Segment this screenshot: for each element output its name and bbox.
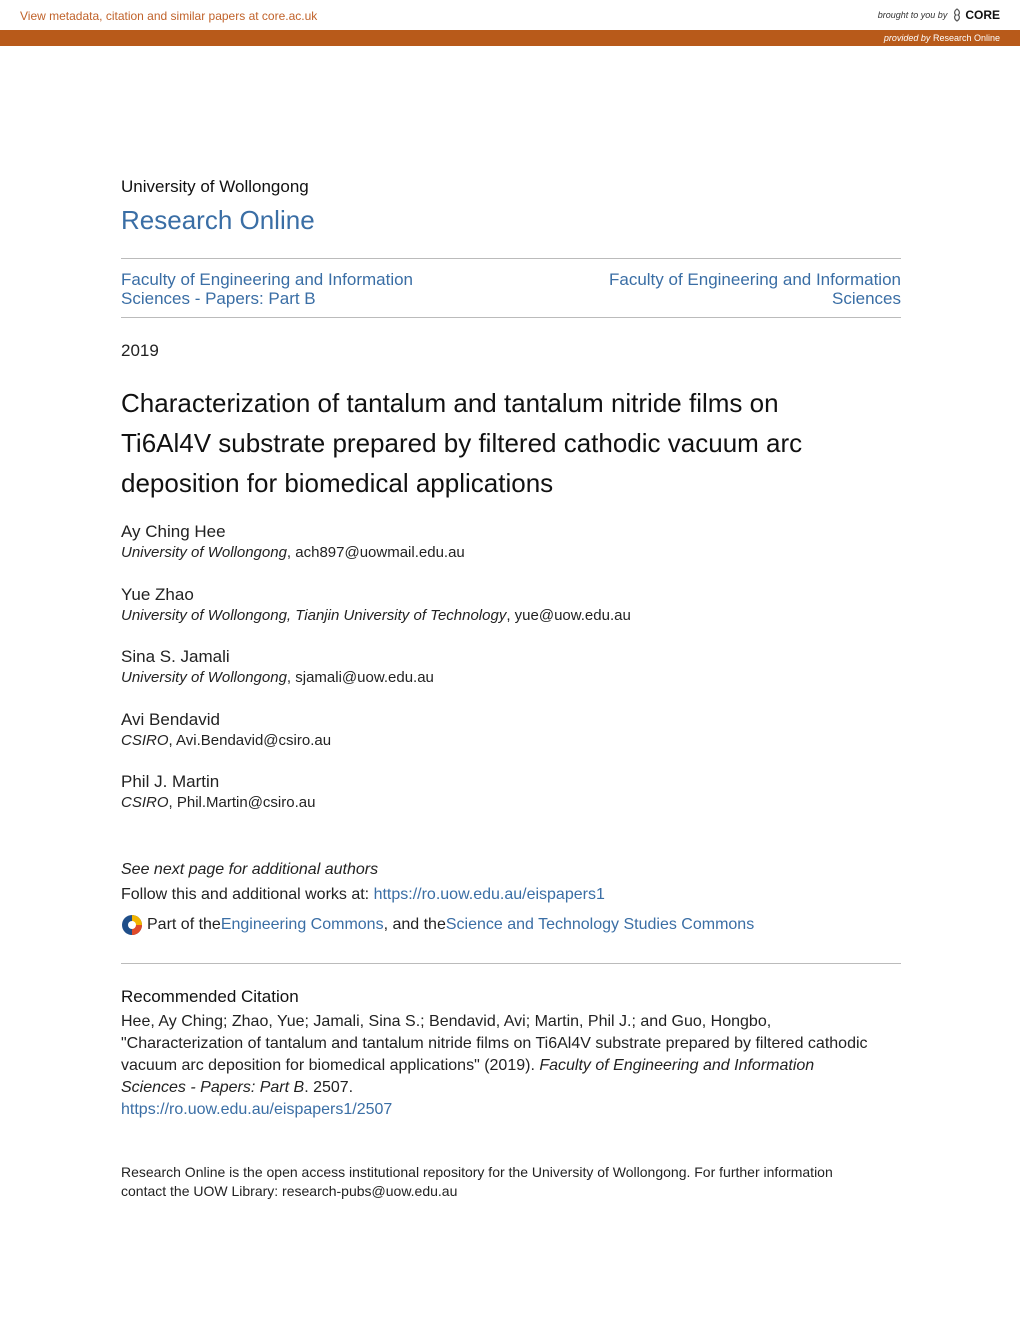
series-right-line2: Sciences: [832, 289, 901, 308]
metadata-text: View metadata, citation and similar papers at: [20, 9, 262, 23]
author-affiliation: [121, 668, 901, 688]
author-email: , Phil.Martin@csiro.au: [168, 794, 316, 811]
follow-line: [121, 886, 605, 904]
publication-year: 2019: [121, 341, 159, 360]
footer-line-2: contact the UOW Library: research-pubs@uow.edu.au: [121, 1183, 458, 1199]
citation-link[interactable]: https://ro.uow.edu.au/eispapers1/2507: [121, 1101, 393, 1118]
author-name: Sina S. Jamali: [121, 647, 230, 666]
author-affiliation: [121, 606, 901, 626]
series-link-faculty[interactable]: [561, 270, 901, 308]
title-line-3: deposition for biomedical applications: [121, 468, 554, 498]
follow-link[interactable]: https://ro.uow.edu.au/eispapers1: [373, 886, 605, 903]
author-entry: [121, 709, 901, 772]
series-left-line1: Faculty of Engineering and Information: [121, 270, 414, 289]
author-entry: [121, 584, 901, 647]
repository-footer: [121, 1163, 901, 1201]
core-banner: [0, 6, 1020, 28]
see-next-page-note: See next page for additional authors: [121, 861, 379, 878]
author-email: , ach897@uowmail.edu.au: [286, 544, 465, 561]
divider-top: [121, 258, 901, 259]
author-name: Yue Zhao: [121, 584, 194, 604]
author-affiliation: [121, 731, 901, 751]
author-email: , yue@uow.edu.au: [506, 606, 631, 624]
author-email: , Avi.Bendavid@csiro.au: [168, 731, 332, 749]
footer-line-1: Research Online is the open access institutional repository for the University of Wollongong. For further information: [121, 1164, 833, 1180]
author-email: , sjamali@uow.edu.au: [286, 669, 434, 686]
divider-citation: [121, 963, 901, 964]
series-link-part-b[interactable]: [121, 270, 461, 308]
paper-title: [121, 383, 901, 503]
author-entry: [121, 771, 901, 834]
follow-text: Follow this and additional works at:: [121, 886, 374, 903]
core-orange-band: [0, 30, 1020, 46]
author-entry: [121, 521, 901, 584]
series-left-line2: Sciences - Papers: Part B: [121, 289, 316, 308]
citation-journal: Faculty of Engineering and Information Sciences - Papers: Part B: [121, 1057, 815, 1096]
author-name: Phil J. Martin: [121, 772, 220, 791]
engineering-commons-link[interactable]: Engineering Commons: [220, 916, 384, 933]
affiliation-name: CSIRO: [121, 731, 169, 749]
series-right-line1: Faculty of Engineering and Information: [608, 270, 901, 289]
recommended-citation-heading: Recommended Citation: [121, 987, 299, 1006]
affiliation-name: University of Wollongong: [121, 544, 287, 561]
core-link[interactable]: core.ac.uk: [261, 9, 318, 23]
brought-text: brought to you by: [877, 10, 948, 20]
core-logo[interactable]: [951, 8, 1000, 22]
author-list: [121, 521, 901, 834]
author-name: Avi Bendavid: [121, 709, 220, 729]
core-label: CORE: [965, 8, 1000, 22]
university-name: University of Wollongong: [121, 177, 309, 196]
title-line-1: Characterization of tantalum and tantalum nitride films on: [121, 388, 779, 418]
recommended-citation-body: [121, 1011, 881, 1121]
affiliation-name: University of Wollongong: [121, 669, 287, 686]
core-brought-by: [878, 8, 1000, 22]
citation-text: Hee, Ay Ching; Zhao, Yue; Jamali, Sina S.; Bendavid, Avi; Martin, Phil J.; and Guo, Hongbo, "Characterization of tantalum and tantalum nitride films on Ti6Al4V substrate prepared by filtered cathodic vacuum arc deposition for biomedical applications" (2019).: [121, 1013, 868, 1074]
author-entry: [121, 646, 901, 709]
author-affiliation: [121, 793, 901, 813]
provided-by-source: Research Online: [932, 33, 1000, 43]
author-name: Ay Ching Hee: [121, 522, 226, 541]
and-the-text: , and the: [383, 916, 446, 933]
affiliation-name: CSIRO: [121, 794, 169, 811]
sts-commons-link[interactable]: Science and Technology Studies Commons: [445, 916, 755, 933]
part-of-line: [121, 914, 754, 936]
author-affiliation: [121, 543, 901, 563]
partof-text: Part of the: [147, 916, 221, 933]
affiliation-name: University of Wollongong, Tianjin University of Technology: [121, 606, 507, 624]
title-line-2: Ti6Al4V substrate prepared by filtered cathodic vacuum arc: [121, 428, 803, 458]
divider-series: [121, 317, 901, 318]
core-metadata-line: [20, 9, 317, 23]
core-logo-icon: [951, 8, 963, 22]
provided-by[interactable]: [884, 33, 1000, 43]
network-commons-icon: [121, 914, 143, 936]
citation-number: . 2507.: [304, 1079, 354, 1096]
provided-by-label: provided by: [883, 33, 931, 43]
repository-title-link[interactable]: Research Online: [121, 205, 315, 235]
